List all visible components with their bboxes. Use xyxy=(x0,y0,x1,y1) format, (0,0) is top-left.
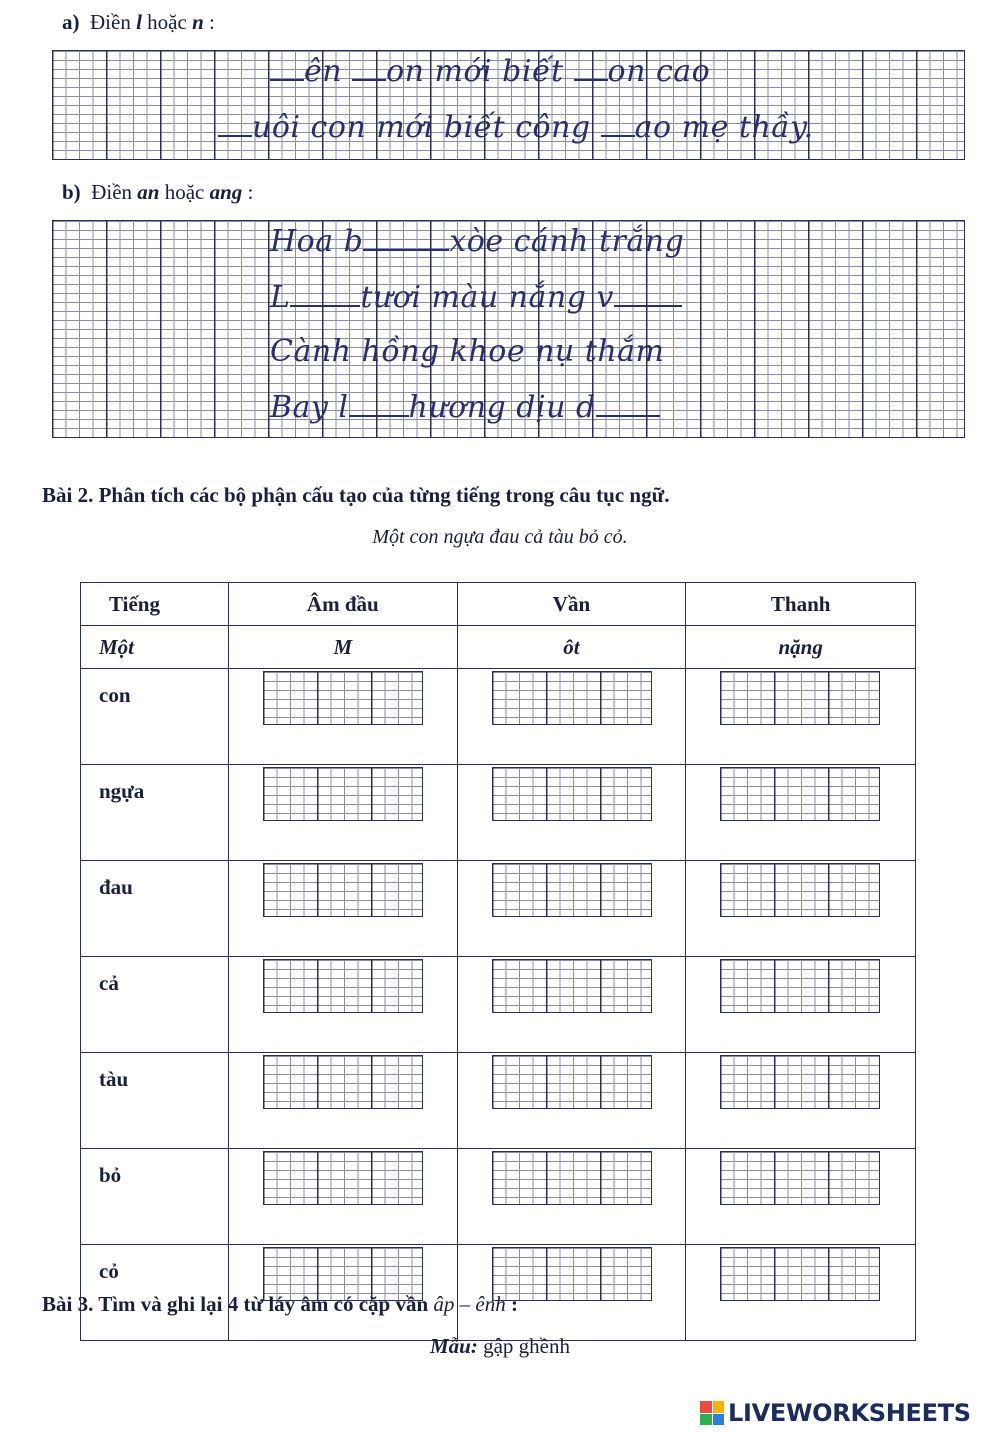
thanh-input[interactable] xyxy=(720,1055,880,1109)
word-cell: con xyxy=(81,669,229,765)
table-header-row xyxy=(81,583,916,626)
thanh-input[interactable] xyxy=(720,1151,880,1205)
part-b-line-3: Cành hồng khoe nụ thắm xyxy=(270,334,665,369)
thanh-cell xyxy=(686,669,916,765)
table-row-sample xyxy=(81,626,916,669)
am-dau-input[interactable] xyxy=(263,1055,423,1109)
word-cell: cả xyxy=(81,957,229,1053)
thanh-cell xyxy=(686,765,916,861)
am-dau-cell xyxy=(229,1053,458,1149)
header-thanh: Thanh xyxy=(686,583,916,626)
van-cell xyxy=(457,765,686,861)
van-cell xyxy=(457,1149,686,1245)
part-a-line-2: uôi con mới biết công ao mẹ thầy. xyxy=(218,110,814,145)
am-dau-cell xyxy=(229,957,458,1053)
thanh-cell xyxy=(686,861,916,957)
thanh-input[interactable] xyxy=(720,767,880,821)
part-b-line-1: Hoa b xòe cánh trắng xyxy=(270,224,685,259)
thanh-cell xyxy=(686,1149,916,1245)
part-a-line-1: ên on mới biết on cao xyxy=(270,54,710,89)
part-b-line-4: Bay l hương dịu d xyxy=(270,390,660,425)
sample-thanh: nặng xyxy=(686,626,916,669)
header-van: Vần xyxy=(457,583,686,626)
part-b-heading: b) Điền an hoặc ang : xyxy=(62,180,254,204)
table-row xyxy=(81,1149,916,1245)
analysis-table xyxy=(80,582,916,1341)
van-cell xyxy=(457,957,686,1053)
brand-name: LIVEWORKSHEETS xyxy=(728,1399,971,1427)
table-row xyxy=(81,765,916,861)
am-dau-input[interactable] xyxy=(263,671,423,725)
van-input[interactable] xyxy=(492,1151,652,1205)
van-input[interactable] xyxy=(492,671,652,725)
thanh-cell xyxy=(686,1245,916,1341)
word-cell: cỏ xyxy=(81,1245,229,1341)
van-cell xyxy=(457,669,686,765)
am-dau-cell xyxy=(229,1149,458,1245)
van-input[interactable] xyxy=(492,1055,652,1109)
header-am-dau: Âm đầu xyxy=(229,583,458,626)
thanh-cell xyxy=(686,957,916,1053)
am-dau-input[interactable] xyxy=(263,767,423,821)
header-tieng: Tiếng xyxy=(81,583,229,626)
bai3-title: Bài 3. Tìm và ghi lại 4 từ láy âm có cặp vần âp – ênh : xyxy=(42,1292,518,1316)
logo-mark-icon xyxy=(700,1401,724,1425)
table-row xyxy=(81,861,916,957)
table-row xyxy=(81,1053,916,1149)
van-cell xyxy=(457,1053,686,1149)
table-row xyxy=(81,669,916,765)
part-a-heading: a) Điền l hoặc n : xyxy=(62,10,215,34)
am-dau-input[interactable] xyxy=(263,959,423,1013)
bai2-title: Bài 2. Phân tích các bộ phận cấu tạo của từng tiếng trong câu tục ngữ. xyxy=(42,483,670,507)
sample-van: ôt xyxy=(457,626,686,669)
bai3-sample: Mẫu: gập ghềnh xyxy=(429,1334,570,1358)
word-cell: ngựa xyxy=(81,765,229,861)
thanh-cell xyxy=(686,1053,916,1149)
liveworksheets-logo xyxy=(700,1398,971,1428)
am-dau-cell xyxy=(229,765,458,861)
am-dau-input[interactable] xyxy=(263,863,423,917)
van-cell xyxy=(457,861,686,957)
am-dau-cell xyxy=(229,861,458,957)
van-input[interactable] xyxy=(492,959,652,1013)
van-input[interactable] xyxy=(492,863,652,917)
am-dau-input[interactable] xyxy=(263,1151,423,1205)
word-cell: đau xyxy=(81,861,229,957)
thanh-input[interactable] xyxy=(720,671,880,725)
van-input[interactable] xyxy=(492,767,652,821)
part-b-line-2: L tươi màu nắng v xyxy=(270,280,682,315)
sample-am-dau: M xyxy=(229,626,458,669)
bai2-proverb: Một con ngựa đau cả tàu bỏ cỏ. xyxy=(372,526,628,548)
am-dau-cell xyxy=(229,669,458,765)
word-cell: tàu xyxy=(81,1053,229,1149)
thanh-input[interactable] xyxy=(720,1247,880,1301)
thanh-input[interactable] xyxy=(720,863,880,917)
sample-word: Một xyxy=(81,626,229,669)
thanh-input[interactable] xyxy=(720,959,880,1013)
word-cell: bỏ xyxy=(81,1149,229,1245)
table-row xyxy=(81,957,916,1053)
